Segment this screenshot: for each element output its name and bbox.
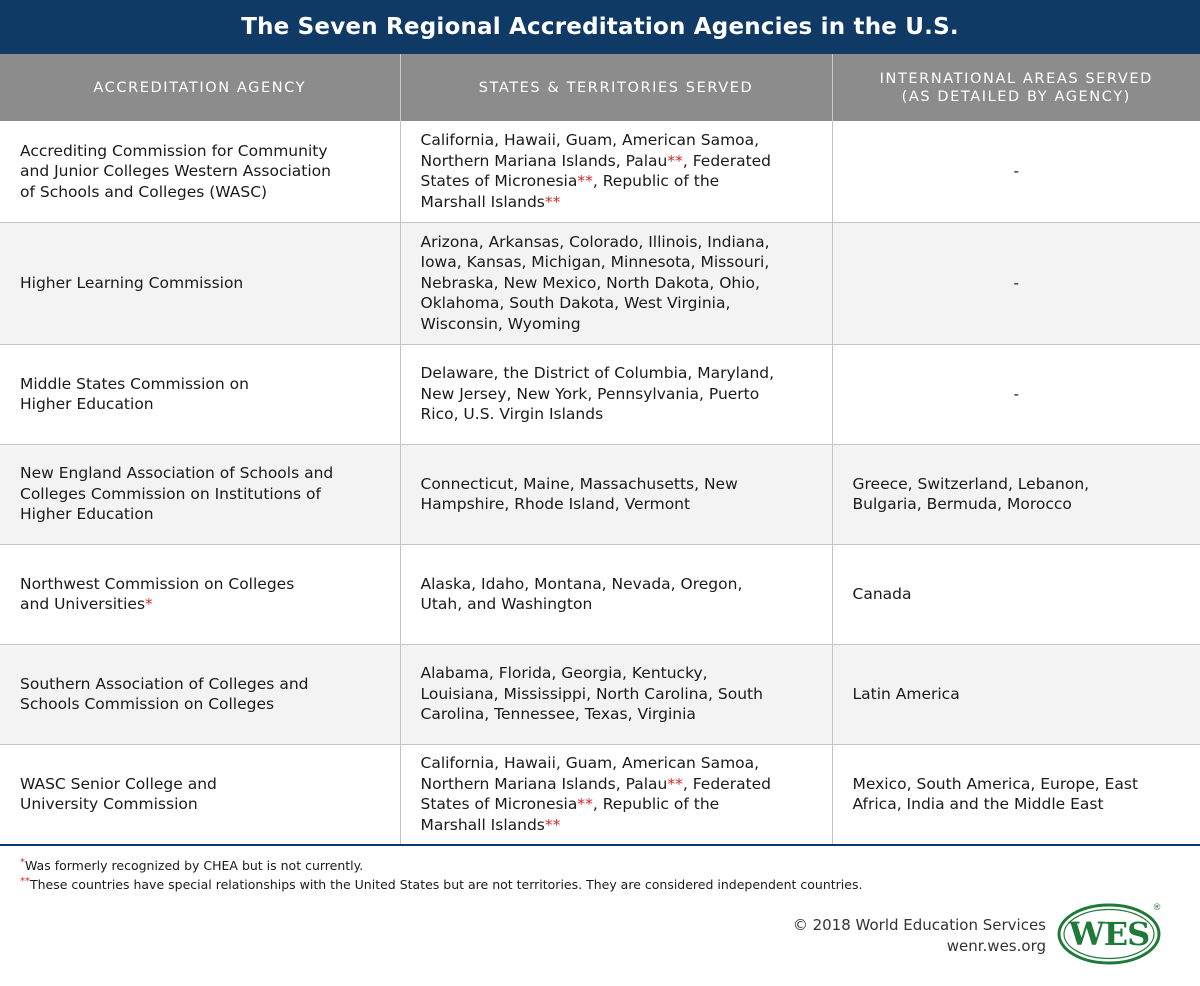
asterisk-mark: **	[667, 151, 683, 170]
international-text: Canada	[852, 584, 912, 603]
page-title: The Seven Regional Accreditation Agencies in the U.S.	[0, 0, 1200, 54]
footnote-mark: *	[20, 857, 25, 868]
asterisk-mark: **	[667, 774, 683, 793]
agency-name: Southern Association of Colleges and Schools Commission on Colleges	[20, 674, 309, 713]
international-text: Mexico, South America, Europe, East Africa, India and the Middle East	[852, 774, 1139, 814]
table-header-row	[0, 54, 1200, 121]
states-text: California, Hawaii, Guam, American Samoa, Northern Mariana Islands, Palau	[420, 754, 760, 793]
accreditation-table	[0, 54, 1200, 846]
states-text: Connecticut, Maine, Massachusetts, New Hampshire, Rhode Island, Vermont	[420, 474, 738, 513]
footnotes	[20, 856, 862, 894]
footnote-2	[20, 875, 862, 894]
cell-agency	[0, 444, 400, 544]
cell-agency	[0, 121, 400, 222]
states-text: California, Hawaii, Guam, American Samoa, Northern Mariana Islands, Palau	[420, 131, 760, 170]
asterisk-mark: **	[544, 815, 561, 834]
cell-states	[400, 644, 832, 744]
footnote-text: Was formerly recognized by CHEA but is not currently.	[25, 858, 364, 873]
table-row	[0, 444, 1200, 544]
wes-logo	[1056, 900, 1166, 966]
cell-international	[832, 644, 1200, 744]
agency-name: Northwest Commission on Colleges and Universities	[20, 574, 295, 613]
cell-international	[832, 121, 1200, 222]
asterisk-mark: **	[577, 172, 593, 191]
table-row	[0, 222, 1200, 344]
cell-international	[832, 744, 1200, 845]
states-text: Alaska, Idaho, Montana, Nevada, Oregon, Utah, and Washington	[420, 574, 743, 613]
table-row	[0, 344, 1200, 444]
footnote-1	[20, 856, 862, 875]
states-text: , Republic of the Marshall Islands	[420, 795, 720, 834]
cell-agency	[0, 544, 400, 644]
copyright-text: © 2018 World Education Services	[792, 916, 1046, 934]
cell-international	[832, 222, 1200, 344]
cell-international	[832, 444, 1200, 544]
international-text: -	[1013, 384, 1020, 403]
credit	[793, 915, 1046, 957]
agency-name: Higher Learning Commission	[20, 273, 244, 292]
cell-agency	[0, 744, 400, 845]
cell-states	[400, 544, 832, 644]
footnote-text: These countries have special relationships with the United States but are not territories. They are considered independent countries.	[30, 877, 863, 892]
table-row	[0, 544, 1200, 644]
site-url: wenr.wes.org	[946, 937, 1046, 955]
header-states-territories: STATES & TERRITORIES SERVED	[400, 54, 832, 121]
footnote-mark: **	[20, 876, 30, 887]
cell-international	[832, 544, 1200, 644]
states-text: Delaware, the District of Columbia, Maryland, New Jersey, New York, Pennsylvania, Puerto Rico, U.S. Virgin Islands	[420, 364, 775, 424]
table-row	[0, 121, 1200, 222]
agency-name: Middle States Commission on Higher Education	[20, 374, 249, 413]
states-text: , Republic of the Marshall Islands	[420, 172, 720, 211]
logo-text: WES	[1068, 915, 1150, 953]
international-text: Greece, Switzerland, Lebanon, Bulgaria, Bermuda, Morocco	[852, 474, 1090, 513]
cell-states	[400, 744, 832, 845]
cell-international	[832, 344, 1200, 444]
cell-agency	[0, 644, 400, 744]
cell-agency	[0, 222, 400, 344]
cell-states	[400, 344, 832, 444]
states-text: , Federated States of Micronesia	[420, 774, 772, 814]
header-international-areas: INTERNATIONAL AREAS SERVED (AS DETAILED BY AGENCY)	[832, 54, 1200, 121]
asterisk-mark: **	[577, 795, 593, 814]
international-text: -	[1013, 273, 1020, 292]
cell-states	[400, 222, 832, 344]
states-text: , Federated States of Micronesia	[420, 151, 772, 191]
asterisk-mark: *	[145, 595, 153, 613]
header-accreditation-agency: ACCREDITATION AGENCY	[0, 54, 400, 121]
international-text: -	[1013, 162, 1020, 180]
cell-states	[400, 444, 832, 544]
agency-name: New England Association of Schools and Colleges Commission on Institutions of Higher Education	[20, 464, 334, 524]
table-row	[0, 644, 1200, 744]
table-row	[0, 744, 1200, 845]
states-text: Arizona, Arkansas, Colorado, Illinois, Indiana, Iowa, Kansas, Michigan, Minnesota, Missouri, Nebraska, New Mexico, North Dakota, Ohio, Oklahoma, South Dakota, West Virginia, Wisconsin, Wyoming	[420, 232, 770, 333]
states-text: Alabama, Florida, Georgia, Kentucky, Louisiana, Mississippi, North Carolina, South Carolina, Tennessee, Texas, Virginia	[420, 664, 763, 724]
cell-agency	[0, 344, 400, 444]
international-text: Latin America	[852, 684, 960, 703]
logo-registered-mark: ®	[1152, 903, 1162, 913]
agency-name: WASC Senior College and University Commission	[20, 774, 217, 814]
cell-states	[400, 121, 832, 222]
asterisk-mark: **	[544, 192, 561, 211]
agency-name: Accrediting Commission for Community and Junior Colleges Western Association of Schools and Colleges (WASC)	[20, 141, 331, 201]
